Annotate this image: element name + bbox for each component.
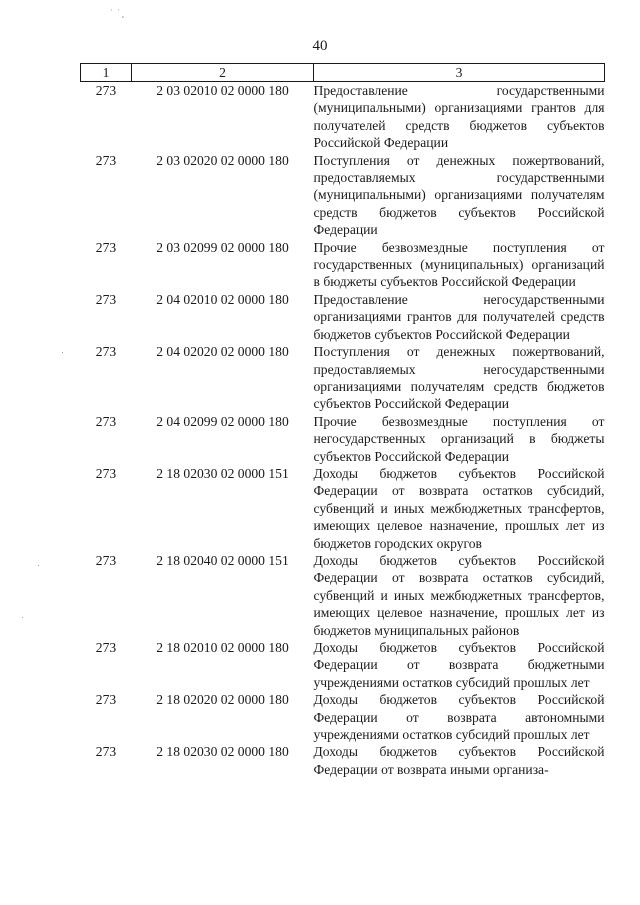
table-row [81,152,605,239]
admin-code-cell: 273 [95,465,117,481]
column-header-3: 3 [314,64,605,82]
description-cell: Доходы бюджетов субъектов Российской Федерации от возврата бюджетными учреждениями остатков субсидий прошлых лет [313,640,605,690]
admin-code-cell: 273 [95,291,117,307]
scan-dust [38,565,39,566]
table-row [81,639,605,691]
revenue-codes-table [80,63,605,778]
table-row [81,239,605,291]
table-row [81,465,605,552]
table-row [81,743,605,778]
budget-code-cell: 2 18 02040 02 0000 151 [156,552,289,568]
description-cell: Предоставление государственными (муниципальными) организациями грантов для получателей средств бюджетов субъектов Российской Федерации [313,83,605,151]
admin-code-cell: 273 [95,152,117,168]
table-row [81,343,605,413]
admin-code-cell: 273 [95,744,117,760]
description-cell: Предоставление негосударственными организациями грантов для получателей средств бюджетов субъектов Российской Федерации [313,291,605,342]
budget-code-cell: 2 18 02030 02 0000 151 [156,465,289,481]
budget-code-cell: 2 18 02030 02 0000 180 [156,744,289,760]
scan-dust [62,352,63,353]
budget-code-cell: 2 04 02099 02 0000 180 [156,413,289,429]
column-header-1: 1 [81,64,132,82]
scan-artifact: ˙ ˙¸ [110,8,126,18]
description-cell: Доходы бюджетов субъектов Российской Федерации от возврата иными организа- [313,744,605,777]
scan-dust [22,617,23,618]
description-cell: Поступления от денежных пожертвований, предоставляемых негосударственными организациями получателям средств бюджетов субъектов Российской Федерации [313,344,605,412]
page-number: 40 [312,38,328,54]
table-row [81,691,605,743]
budget-code-cell: 2 18 02010 02 0000 180 [156,640,289,655]
admin-code-cell: 273 [95,239,117,255]
table-header-row [81,64,605,82]
budget-code-cell: 2 03 02099 02 0000 180 [156,239,289,255]
admin-code-cell: 273 [95,552,117,568]
admin-code-cell: 273 [95,83,117,98]
admin-code-cell: 273 [95,640,117,655]
table-row [81,552,605,639]
description-cell: Доходы бюджетов субъектов Российской Федерации от возврата остатков субсидий, субвенций и иных межбюджетных трансфертов, имеющих целевое назначение, прошлых лет из бюджетов муниципальных районов [313,552,605,638]
description-cell: Доходы бюджетов субъектов Российской Федерации от возврата остатков субсидий, субвенций и иных межбюджетных трансфертов, имеющих целевое назначение, прошлых лет из бюджетов городских округов [313,465,605,551]
description-cell: Прочие безвозмездные поступления от негосударственных организаций в бюджеты субъектов Российской Федерации [313,413,605,464]
table-row [81,291,605,343]
table-row [81,82,605,152]
description-cell: Прочие безвозмездные поступления от государственных (муниципальных) организаций в бюджеты субъектов Российской Федерации [313,239,605,290]
budget-code-cell: 2 03 02020 02 0000 180 [156,152,289,168]
admin-code-cell: 273 [95,344,117,360]
budget-code-cell: 2 18 02020 02 0000 180 [156,692,289,708]
admin-code-cell: 273 [95,692,117,708]
budget-code-cell: 2 04 02010 02 0000 180 [156,291,289,307]
admin-code-cell: 273 [95,413,117,429]
column-header-2: 2 [132,64,314,82]
budget-code-cell: 2 04 02020 02 0000 180 [156,344,289,360]
budget-code-cell: 2 03 02010 02 0000 180 [156,83,289,98]
description-cell: Доходы бюджетов субъектов Российской Федерации от возврата автономными учреждениями остатков субсидий прошлых лет [313,692,605,743]
description-cell: Поступления от денежных пожертвований, предоставляемых государственными (муниципальными) организациями получателям средств бюджетов субъектов Российской Федерации [313,152,605,238]
table-row [81,413,605,465]
